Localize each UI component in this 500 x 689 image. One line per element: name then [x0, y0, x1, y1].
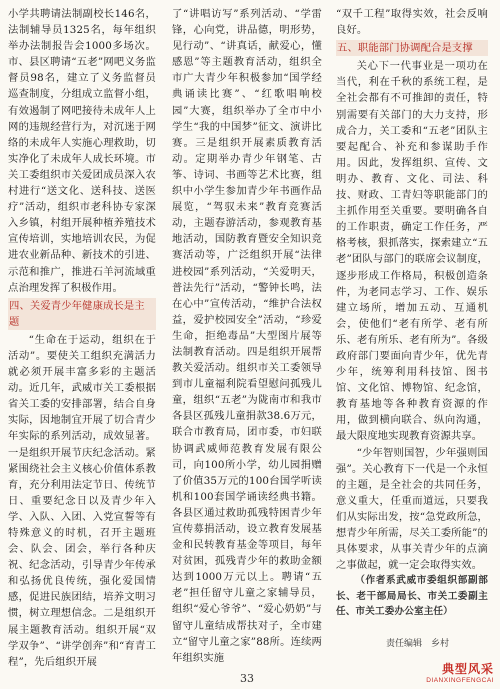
paragraph: “双千工程”取得实效，社会反响良好。 [336, 8, 488, 37]
paragraph: “少年智则国智，少年强则国强”。关心教育下一代是一个永恒的主题，是全社会的共同任务，意义重大，任重而道远，只要我们从实际出发，按“急党政所急，想青少年所需，尽关工委所能”的具体要求，从事关青少年的点滴之事做起，就一定会取得实效。 [336, 446, 488, 572]
paragraph: 小学共聘请法制副校长146名，法制辅导员1325名，每年组织举办法制报告会1000多场次。市、县区聘请“五老”网吧义务监督员98名，建立了义务监督员巡查制度，分组成立监督小组，有效遏制了网吧接待未成年人上网的违规经营行为，对沉迷于网络的未成年人实施心理救助，切实净化了未成年人成长环境。市关工委组织市关爱团成员深入农村进行“送文化、送科技、送医疗”活动，组织市老科协专家深入乡镇，村组开展种植养殖技术宣传培训，实地培训农民，为促进农业新品种、新技术的引进、示范和推广，推进石羊河流域重点治理发挥了积极作用。 [8, 8, 156, 294]
section-heading-4: 四、关爱青少年健康成长是主题 [8, 298, 156, 330]
brand-title: 典型风采 [441, 662, 494, 676]
responsible-editor: 责任编辑 乡村 [386, 638, 450, 648]
brand-subtitle: DIANXINGFENGCAI [426, 677, 494, 684]
paragraph: 了“讲唱访写”系列活动、“学雷锋，心向党，讲品德，明形势，见行动”、“讲真话，献爱心，懂感恩”等主题教育活动，组织全市广大青少年积极参加“国学经典诵读比赛”、“红歌唱响校园”大赛，组织举办了全市中小学生“我的中国梦”征文、演讲比赛。三是组织开展素质教育活动。定期举办青少年钢笔、古筝、诗词、书画等艺术比赛，组织中小学生参加青少年书画作品展览，“驾驭未来”教育竞赛活动，主题春游活动，参观教育基地活动，国防教育暨安全知识竞赛活动等，广泛组织开展“法律进校园”系列活动，“关爱明天，普法先行”活动，“警钟长鸣，法在心中”宣传活动，“维护合法权益，爱护校园安全”活动，“珍爱生命，拒绝毒品”大型图片展等法制教育活动。四是组织开展帮教关爱活动。组织市关工委领导到市儿童福利院看望慰问孤残儿童，组织“五老”为陇南市和我市各县区孤残儿童捐款38.6万元，联合市教育局，团市委，市妇联协调武威师范教育发展有限公司，向100所小学，幼儿园捐赠了价值35万元的100台国学听读机和100套国学诵读经典书籍。各县区通过救助孤残特困青少年宣传募捐活动，设立教育发展基金和民转教育基金等项目，每年对贫困，孤残青少年的救助金额达到1000万元以上。聘请“五老”担任留守儿童之家辅导员，组织“爱心爷爷”、“爱心奶奶”与留守儿童结成帮扶对子，全市建立“留守儿童之家”88所。连续两年组织实施 [172, 8, 322, 664]
author-note: （作者系武威市委组织部副部长、老干部局局长、市关工委副主任、市关工委办公室主任） [336, 575, 488, 618]
article-column-right [336, 6, 488, 620]
article-column-left [8, 6, 156, 670]
paragraph: “生命在于运动，组织在于活动”。要使关工组织充满活力就必须开展丰富多彩的主题活动。近几年，武威市关工委根据省关工委的安排部署，结合自身实际，因地制宜开展了切合青少年实际的系列活动，成效显著。一是组织开展节庆纪念活动。紧紧围绕社会主义核心价值体系教育，充分利用法定节日、传统节日、重要纪念日以及青少年入学、入队、入团、入党宣誓等有特殊意义的时机，召开主题班会、队会、团会，举行各种庆祝、纪念活动，引导青少年传承和弘扬优良传统，强化爱国情感，促进民族团结，培养文明习惯，树立理想信念。二是组织开展主题教育活动。组织开展“双学双争”、“讲学创奔”和“育青工程”，先后组织开展 [8, 333, 156, 668]
column-brand-logo [426, 662, 494, 685]
page-number: 33 [240, 672, 254, 685]
article-column-middle [172, 6, 322, 666]
section-heading-5: 五、职能部门协调配合是支撑 [336, 40, 488, 56]
paragraph: 关心下一代事业是一项功在当代，利在千秋的系统工程，是全社会都有不可推卸的责任，特别需要有关部门的大力支持，形成合力，关工委和“五老”团队主要起配合、补充和参谋助手作用。因此，发挥组织、宣传、文明办、教育、文化、司法、科技、财政、工青妇等职能部门的主抓作用至关重要。要明确各自的工作职责，确定工作任务，严格考核，狠抓落实，探索建立“五老”团队与部门的联席会议制度，逐步形成工作格局，积极创造条件，为老同志学习、工作、娱乐建立场所，增加五动、互通机会，使他们“老有所学、老有所乐、老有所乐、老有所为”。各级政府部门要面向青少年，优先青少年，统筹利用科技馆、图书馆、文化馆、博物馆、纪念馆，教育基地等各种教育资源的作用，做到横向联合、纵向沟通，最大限度地实现教育资源共享。 [336, 60, 488, 443]
